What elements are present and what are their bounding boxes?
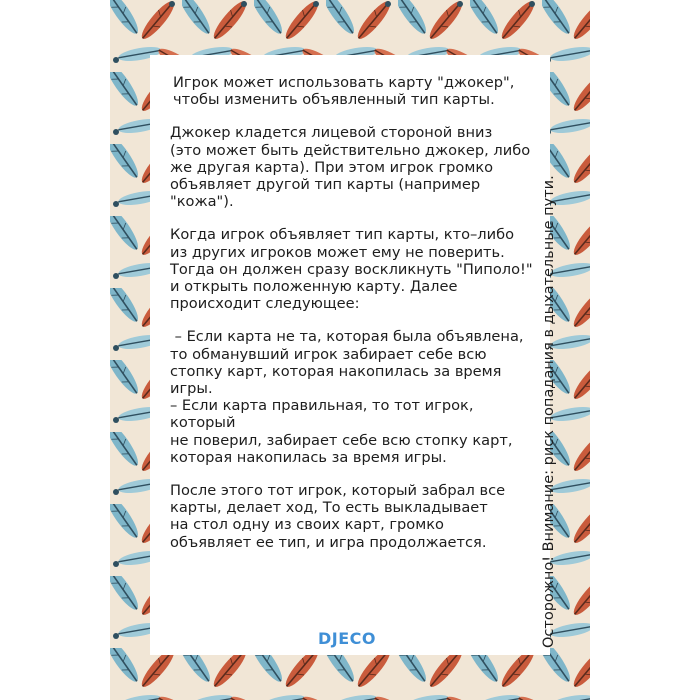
text-line: карты, делает ход, То есть выкладывает <box>170 499 488 517</box>
rules-text <box>170 74 540 567</box>
text-line: (это может быть действительно джокер, либо <box>170 141 531 159</box>
paragraph-continue <box>170 482 540 551</box>
text-line: После этого тот игрок, который забрал все <box>170 482 506 500</box>
text-line: Игрок может использовать карту "джокер", <box>173 74 515 91</box>
text-line: происходит следующее: <box>170 295 360 313</box>
text-line: и открыть положенную карту. Далее <box>170 278 458 296</box>
text-line: Джокер кладется лицевой стороной вниз <box>170 124 493 142</box>
text-line: же другая карта). При этом игрок громко <box>170 158 494 176</box>
text-line: чтобы изменить объявленный тип карты. <box>173 91 495 109</box>
text-line: стопку карт, которая накопилась за время <box>170 362 502 380</box>
text-line: не поверил, забирает себе всю стопку карт, <box>170 431 513 449</box>
text-line: игры. <box>170 380 213 398</box>
text-line: на стол одну из своих карт, громко <box>170 516 444 534</box>
paragraph-joker-face-down <box>170 124 540 210</box>
text-line: объявляет другой тип карты (например <box>170 176 481 194</box>
paragraph-joker-use <box>170 74 540 108</box>
text-line: объявляет ее тип, и игра продолжается. <box>170 533 487 551</box>
text-line: "кожа"). <box>170 193 234 211</box>
text-line: – Если карта не та, которая была объявлена, <box>170 328 524 346</box>
paragraph-challenge <box>170 226 540 312</box>
paragraph-outcomes <box>170 328 540 466</box>
text-line: то обманувший игрок забирает себе всю <box>170 345 487 363</box>
text-line: который <box>170 414 236 432</box>
text-line: Когда игрок объявляет тип карты, кто–либо <box>170 226 515 244</box>
warning-text: Осторожно! Внимание: риск попадания в дыхательные пути. <box>541 175 557 648</box>
text-line: – Если карта правильная, то тот игрок, <box>170 397 474 415</box>
text-line: Тогда он должен сразу воскликнуть "Пиполо!" <box>170 260 533 278</box>
djeco-logo: DJECO <box>318 629 377 648</box>
text-line: из других игроков может ему не поверить. <box>170 243 505 261</box>
text-line: которая накопилась за время игры. <box>170 448 447 466</box>
